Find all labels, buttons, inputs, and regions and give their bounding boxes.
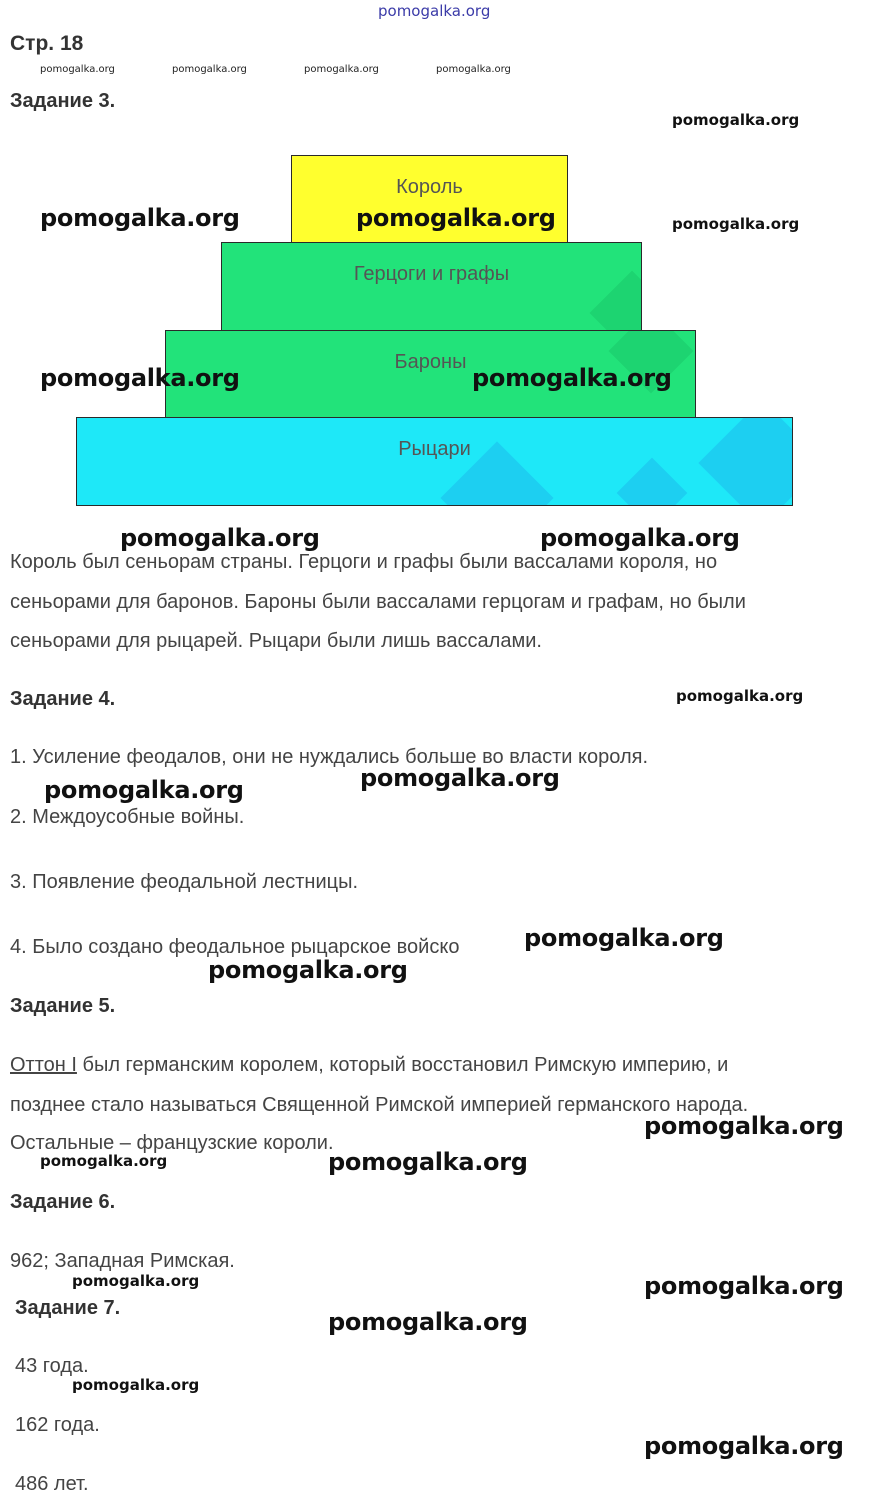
task-4-heading: Задание 4.	[10, 688, 116, 710]
pyramid-tier-knights	[76, 417, 793, 506]
watermark: pomogalka.org	[644, 1112, 844, 1140]
task-7-answer: 43 года.	[15, 1355, 89, 1377]
watermark: pomogalka.org	[672, 111, 800, 129]
task-3-text-line: Король был сеньорам страны. Герцоги и графы были вассалами короля, но	[10, 551, 718, 573]
watermark: pomogalka.org	[172, 64, 247, 75]
task-4-item: 1. Усиление феодалов, они не нуждались больше во власти короля.	[10, 746, 648, 768]
task-3-text-line: сеньорами для баронов. Бароны были вассалами герцогам и графам, но были	[10, 591, 746, 613]
tier-label: Герцоги и графы	[353, 263, 510, 285]
watermark: pomogalka.org	[44, 776, 244, 804]
task-7-heading: Задание 7.	[15, 1297, 121, 1319]
watermark: pomogalka.org	[472, 364, 672, 392]
watermark: pomogalka.org	[328, 1148, 528, 1176]
task-7-answer: 486 лет.	[15, 1473, 89, 1495]
watermark: pomogalka.org	[208, 956, 408, 984]
watermark: pomogalka.org	[524, 924, 724, 952]
task-4-item: 2. Междоусобные войны.	[10, 806, 245, 828]
task-6-heading: Задание 6.	[10, 1191, 116, 1213]
task-3-heading: Задание 3.	[10, 90, 116, 112]
task-5-text-line: Остальные – французские короли.	[10, 1132, 334, 1154]
watermark: pomogalka.org	[672, 215, 800, 233]
watermark: pomogalka.org	[120, 524, 320, 552]
watermark: pomogalka.org	[72, 1272, 200, 1290]
watermark: pomogalka.org	[540, 524, 740, 552]
watermark: pomogalka.org	[328, 1308, 528, 1336]
watermark: pomogalka.org	[378, 2, 491, 20]
task-3-text-line: сеньорами для рыцарей. Рыцари были лишь вассалами.	[10, 630, 542, 652]
otto-link-text: Оттон I	[10, 1054, 77, 1076]
watermark: pomogalka.org	[436, 64, 511, 75]
tier-label: Король	[396, 176, 463, 198]
watermark: pomogalka.org	[72, 1376, 200, 1394]
task-5-text-line	[10, 1054, 728, 1077]
task-5-text-line: позднее стало называться Священной Римской империей германского народа.	[10, 1094, 749, 1116]
task-5-heading: Задание 5.	[10, 995, 116, 1017]
watermark: pomogalka.org	[40, 204, 240, 232]
task-4-item: 4. Было создано феодальное рыцарское войско	[10, 936, 460, 958]
pyramid-tier-dukes	[221, 242, 642, 332]
page-number: Стр. 18	[10, 32, 84, 55]
watermark: pomogalka.org	[644, 1432, 844, 1460]
watermark: pomogalka.org	[644, 1272, 844, 1300]
watermark: pomogalka.org	[360, 764, 560, 792]
watermark: pomogalka.org	[40, 64, 115, 75]
task-4-item: 3. Появление феодальной лестницы.	[10, 871, 359, 893]
watermark: pomogalka.org	[304, 64, 379, 75]
task-7-answer: 162 года.	[15, 1414, 100, 1436]
tier-label: Бароны	[394, 351, 467, 373]
task-5-text: был германским королем, который восстановил Римскую империю, и	[76, 1054, 729, 1076]
task-6-answer: 962; Западная Римская.	[10, 1250, 235, 1272]
watermark: pomogalka.org	[40, 1152, 168, 1170]
watermark: pomogalka.org	[356, 204, 556, 232]
tier-label: Рыцари	[398, 438, 471, 460]
watermark: pomogalka.org	[676, 687, 804, 705]
watermark: pomogalka.org	[40, 364, 240, 392]
